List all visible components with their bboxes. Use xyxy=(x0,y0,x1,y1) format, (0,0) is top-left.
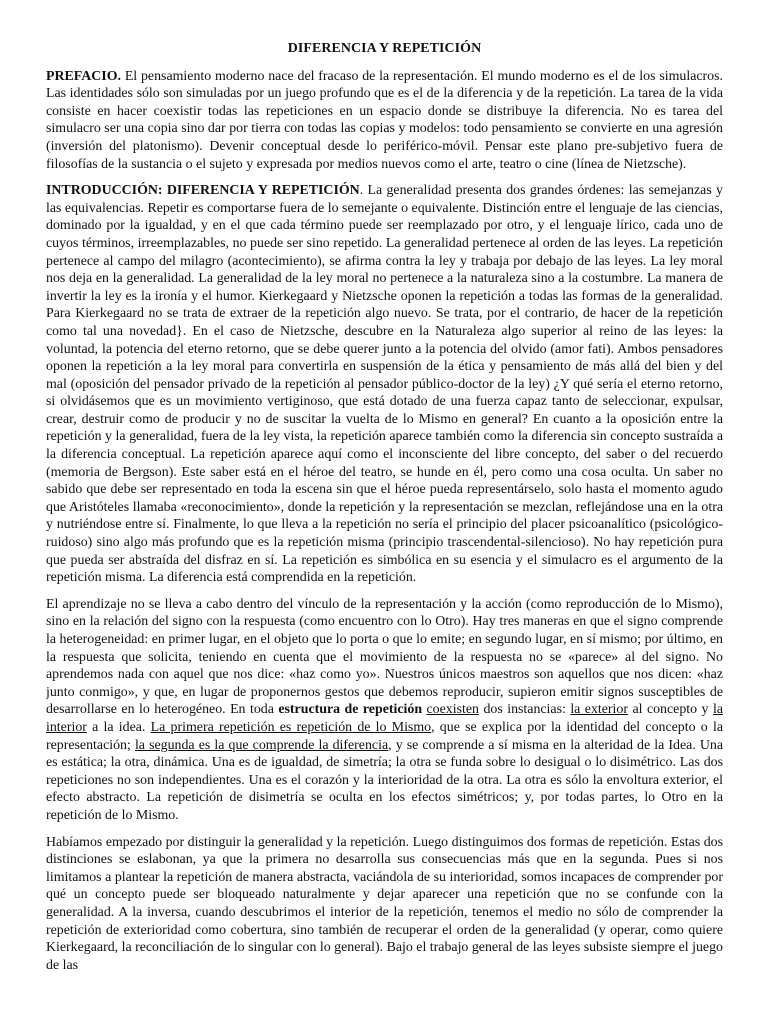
document-title: DIFERENCIA Y REPETICIÓN xyxy=(287,41,482,56)
paragraph-conclusion xyxy=(46,834,723,975)
document-page xyxy=(46,40,723,1024)
aprendizaje-text-a: El aprendizaje no se lleva a cabo dentro del vínculo de la representación y la acción (como reproducción de lo Mismo), sino en la relación del signo con la respuesta (como encuentro con lo Otro). Hay tres maneras en que el signo comprende la heterogeneidad: en primer lugar, en el objeto que lo porta o que lo emite; en segundo lugar, en sí mismo; por último, en la respuesta que solicita, teniendo en cuenta que el movimiento de la respuesta no se «parece» al del signo. No aprendemos nada con aquel que nos dice: «haz como yo». Nuestros únicos maestros son aquellos que nos dicen: «haz junto conmigo», y que, en lugar de proponernos gestos que debemos reproducir, supieron emitir signos susceptibles de desarrollarse en lo heterogéneo. En toda xyxy=(46,596,723,718)
introduccion-heading: INTRODUCCIÓN: DIFERENCIA Y REPETICIÓN xyxy=(46,183,360,199)
paragraph-introduccion xyxy=(46,182,723,587)
introduccion-text: . La generalidad presenta dos grandes órdenes: las semejanzas y las equivalencias. Repetir es comportarse fuera de lo semejante o equivalente. Distinción entre el lenguaje de las ciencias, dominado por la igualdad, y en el que cada término puede ser reemplazado por otro, y el lenguaje lírico, cada uno de cuyos términos, irreemplazables, no puede ser sino repetido. La generalidad pertenece al orden de las leyes. La repetición pertenece al campo del milagro (acontecimiento), se afirma contra la ley y trabaja por debajo de las leyes. La ley moral nos deja en la generalidad. La generalidad de la ley moral no pertenece a la naturaleza sino a la costumbre. La manera de invertir la ley es la ironía y el humor. Kierkegaard y Nietzsche oponen la repetición a todas las formas de la generalidad. Para Kierkegaard no se trata de extraer de la repetición algo nuevo. Se trata, por el contrario, de hacer de la repetición como tal una novedad}. En el caso de Nietzsche, descubre en la Naturaleza algo superior al reino de las leyes: la voluntad, la potencia del eterno retorno, que se debe querer junto a la potencia del olvido (amor fati). Ambos pensadores oponen la repetición a la ley moral para convertirla en suspensión de la ética y pensamiento de más allá del bien y del mal (oposición del pensador privado de la repetición al pensador público-doctor de la ley) ¿Y qué sería el eterno retorno, si olvidásemos que es un movimiento vertiginoso, que está dotado de una fuerza capaz tanto de seleccionar, expulsar, crear, destruir como de producir y no de suscitar la vuelta de lo Mismo en general? En cuanto a la oposición entre la repetición y la generalidad, fuera de la ley vista, la repetición aparece también como la diferencia sin concepto sustraída a la diferencia conceptual. La repetición aparece aquí como el inconsciente del libre concepto, del saber o del recuerdo (memoria de Bergson). Este saber está en el héroe del teatro, se hunde en él, pero como una cosa oculta. Un saber no sabido que debe ser representado en toda la escena sin que el héroe pueda representárselo, solo hasta el momento agudo que Aristóteles llamaba «reconocimiento», donde la repetición y la representación se mezclan, reflejándose una en la otra y nutriéndose entre sí. Finalmente, lo que lleva a la repetición no sería el principio del placer psicoanalítico (psicológico-ruidoso) sino algo más profundo que es la repetición misma (principio trascendental-silencioso). No hay repetición pura que pueda ser abstraída del disfraz en sí. La repetición es simbólica en su esencia y el simulacro es el argumento de la repetición misma. La diferencia está comprendida en la repetición. xyxy=(46,183,723,586)
aprendizaje-underline-coexisten: coexisten xyxy=(426,702,479,718)
paragraph-aprendizaje xyxy=(46,596,723,825)
aprendizaje-underline-segunda: la segunda es la que comprende la diferencia xyxy=(134,737,389,753)
aprendizaje-text-d: al concepto y xyxy=(628,702,713,718)
aprendizaje-text-f: , que se explica por la identidad del concepto o la representación; xyxy=(46,719,723,753)
aprendizaje-text-e: a la idea. xyxy=(86,719,151,735)
conclusion-text: Habíamos empezado por distinguir la generalidad y la repetición. Luego distinguimos dos formas de repetición. Estas dos distinciones se eslabonan, ya que la primera no desarrolla sus consecuencias más que en la segunda. Pues si nos limitamos a plantear la repetición de manera abstracta, vaciándola de su interioridad, somos incapaces de comprender por qué un concepto puede ser bloqueado naturalmente y dejar aparecer una repetición que no se confunde con la generalidad. A la inversa, cuando descubrimos el interior de la repetición, tenemos el medio no sólo de comprender la repetición de exterioridad como cobertura, sino también de recuperar el orden de la generalidad (y operar, como quiere Kierkegaard, la reconciliación de lo singular con lo general). Bajo el trabajo general de las leyes subsiste siempre el juego de las xyxy=(46,834,723,973)
prefacio-heading: PREFACIO. xyxy=(46,68,121,84)
aprendizaje-text-g: , y se comprende a sí misma en la alteridad de la Idea. Una es estática; la otra, dinámica. Una es de igualdad, de simetría; la otra se funda sobre lo desigual o lo disimétrico. Las dos repeticiones no son independientes. Una es el corazón y la interioridad de la otra. La otra es sólo la envoltura exterior, el efecto abstracto. La repetición de disimetría se oculta en los efectos simétricos; y, por todas partes, lo Otro en la repetición de lo Mismo. xyxy=(46,737,723,823)
paragraph-prefacio xyxy=(46,68,723,174)
aprendizaje-underline-exterior: la exterior xyxy=(570,702,628,718)
prefacio-text: El pensamiento moderno nace del fracaso de la representación. El mundo moderno es el de los simulacros. Las identidades sólo son simuladas por un juego profundo que es el de la diferencia y de la repetición. La tarea de la vida consiste en hacer coexistir todas las repeticiones en un espacio donde se distribuye la diferencia. No es tarea del simulacro ser una copia sino dar por tierra con todas las copias y modelos: todo pensamiento se convierte en una agresión (inversión del platonismo). Devenir conceptual desde lo periférico-móvil. Pensar este plano pre-subjetivo fuera de filosofías de la sustancia o el sujeto y expresada por medios nuevos como el arte, teatro o cine (línea de Nietzsche). xyxy=(46,68,723,172)
aprendizaje-text-c: dos instancias: xyxy=(478,702,571,718)
aprendizaje-underline-interior: la interior xyxy=(46,702,723,735)
aprendizaje-bold-estructura: estructura de repetición xyxy=(278,702,423,718)
aprendizaje-underline-primera: La primera repetición es repetición de lo Mismo xyxy=(150,719,432,735)
